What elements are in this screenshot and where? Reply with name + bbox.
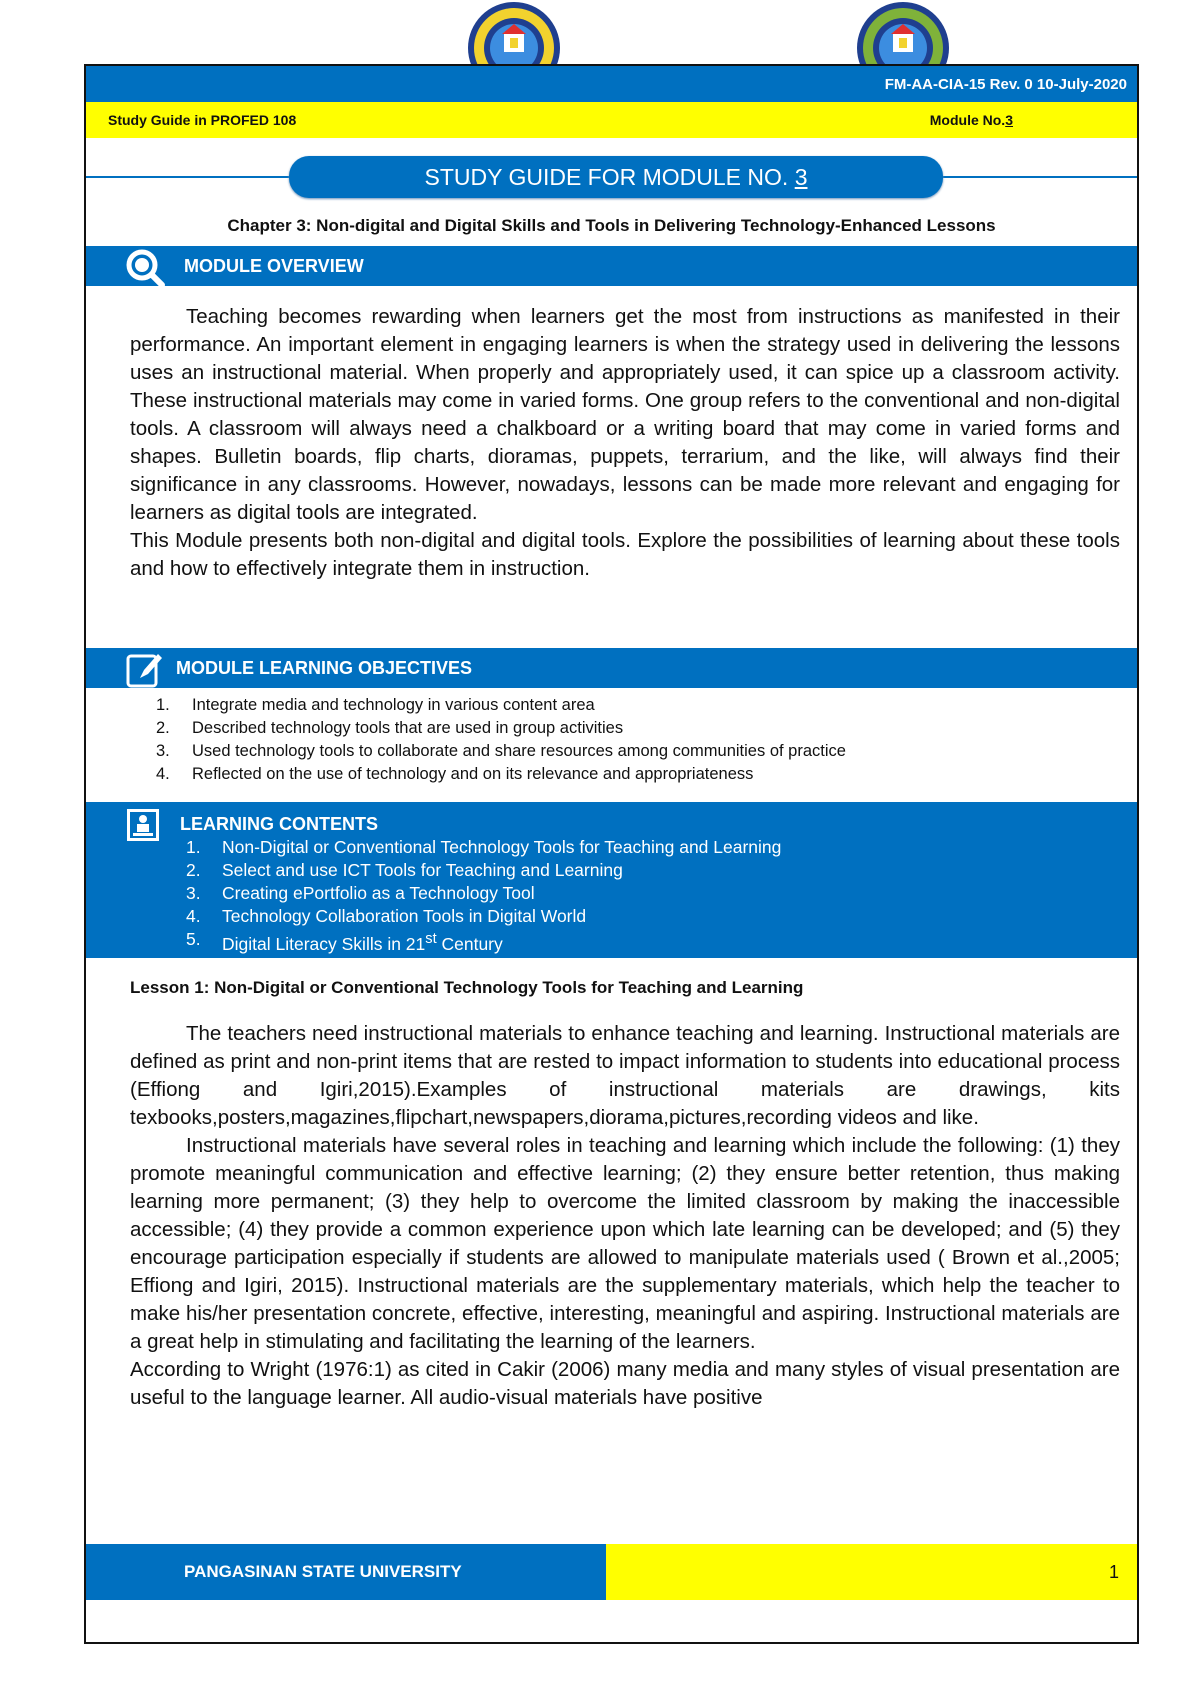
university-seal-left xyxy=(466,0,562,66)
list-item: 3. Used technology tools to collaborate and share resources among communities of practice xyxy=(156,742,846,760)
university-name: PANGASINAN STATE UNIVERSITY xyxy=(184,1562,462,1581)
list-item: 2. Select and use ICT Tools for Teaching and Learning xyxy=(186,860,623,880)
title-rule-left xyxy=(86,176,289,178)
list-item: 1. Non-Digital or Conventional Technology Tools for Teaching and Learning xyxy=(186,837,782,857)
learning-contents-heading: LEARNING CONTENTS xyxy=(180,814,378,834)
learning-objectives-bar xyxy=(86,648,1137,688)
form-code: FM-AA-CIA-15 Rev. 0 10-July-2020 xyxy=(884,76,1127,93)
contents-list xyxy=(186,836,781,956)
footer-yellow-band xyxy=(606,1544,1137,1600)
magnifier-icon xyxy=(124,248,164,288)
lesson-paragraph-3: According to Wright (1976:1) as cited in Cakir (2006) many media and many styles of visual presentation are useful to the language learner. All audio-visual materials have positive xyxy=(130,1358,1120,1409)
module-overview-heading: MODULE OVERVIEW xyxy=(184,256,364,276)
list-item: 4. Reflected on the use of technology and on its relevance and appropriateness xyxy=(156,765,754,783)
chapter-title: Chapter 3: Non-digital and Digital Skills and Tools in Delivering Technology-Enhanced Lessons xyxy=(227,216,996,235)
learning-objectives-heading: MODULE LEARNING OBJECTIVES xyxy=(176,658,473,678)
reader-icon xyxy=(124,806,164,846)
lesson-title: Lesson 1: Non-Digital or Conventional Technology Tools for Teaching and Learning xyxy=(130,978,804,997)
module-overview-bar xyxy=(86,246,1137,286)
overview-paragraph-1: Teaching becomes rewarding when learners get the most from instructions as manifested in their performance. An important element in engaging learners is when the strategy used in delivering the lessons uses an instructional material. When properly and appropriately used, it can spice up a classroom activity. These instructional materials may come in varied forms. One group refers to the conventional and non-digital tools. A classroom will always need a chalkboard or a writing board that may come in varied forms and shapes. Bulletin boards, flip charts, dioramas, puppets, terrarium, and the like, will always find their significance in any classrooms. However, nowadays, lessons can be made more relevant and engaging for learners as digital tools are integrated. xyxy=(130,305,1120,524)
page-number: 1 xyxy=(1108,1562,1119,1582)
pencil-edit-icon xyxy=(124,650,164,690)
lesson-paragraph-1: The teachers need instructional materials to enhance teaching and learning. Instructional materials are defined as print and non-print items that are rested to impact information to students into educational process (Effiong and Igiri,2015).Examples of instructional materials are drawings, kits texbooks,posters,magazines,flipchart,newspapers,diorama,pictures,recording videos and like. xyxy=(130,1022,1120,1129)
study-guide-label: Study Guide in PROFED 108 xyxy=(108,112,297,128)
learning-contents-box xyxy=(86,802,1137,958)
footer-blue-band xyxy=(86,1544,606,1600)
header-blue-bar xyxy=(86,66,1137,102)
university-seal-right xyxy=(855,0,951,66)
overview-text xyxy=(130,303,1120,583)
title-rule-right xyxy=(943,176,1137,178)
list-item: 3. Creating ePortfolio as a Technology Tool xyxy=(186,883,535,903)
study-guide-page xyxy=(84,64,1139,1644)
overview-paragraph-2: This Module presents both non-digital and digital tools. Explore the possibilities of learning about these tools and how to effectively integrate them in instruction. xyxy=(130,529,1120,580)
page-title: STUDY GUIDE FOR MODULE NO. 3 xyxy=(289,156,943,198)
module-label: Module No.3 xyxy=(929,112,1013,128)
objectives-list xyxy=(156,694,1056,786)
list-item: 1. Integrate media and technology in various content area xyxy=(156,696,595,714)
lesson-paragraph-2: Instructional materials have several roles in teaching and learning which include the following: (1) they promote meaningful communication and effective learning; (2) they ensure better retention, thus making learning more permanent; (3) they help to overcome the limited classroom by making the inaccessible accessible; (4) they provide a common experience upon which late learning can be developed; and (5) they encourage participation especially if students are allowed to manipulate materials used ( Brown et al.,2005; Effiong and Igiri, 2015). Instructional materials are the supplementary materials, which help the teacher to make his/her presentation concrete, effective, interesting, meaningful and aspiring. Instructional materials are a great help in stimulating and facilitating the learning of the learners. xyxy=(130,1134,1120,1353)
list-item: 4. Technology Collaboration Tools in Digital World xyxy=(186,906,587,926)
list-item: 2. Described technology tools that are used in group activities xyxy=(156,719,624,737)
list-item: 5. Digital Literacy Skills in 21st Century xyxy=(186,929,503,954)
header-yellow-bar xyxy=(86,102,1137,138)
lesson-text xyxy=(130,1020,1120,1412)
